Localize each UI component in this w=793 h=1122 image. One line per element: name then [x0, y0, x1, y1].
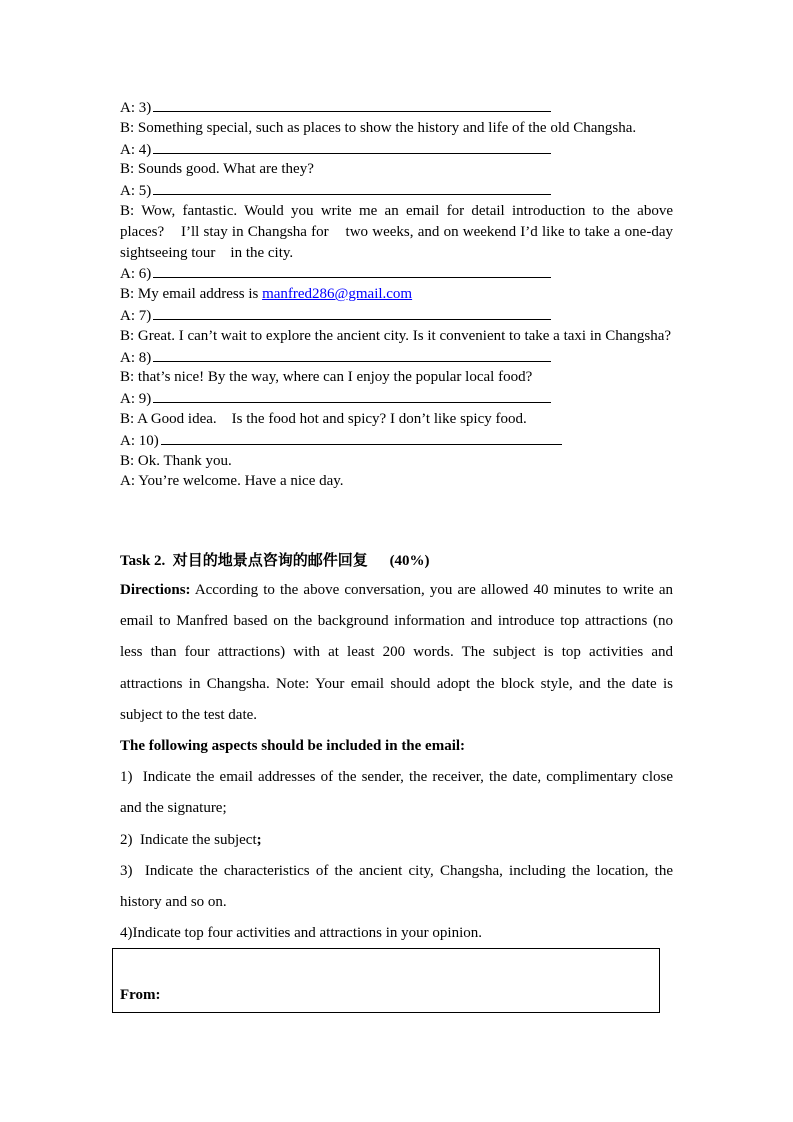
answer-line — [120, 305, 673, 326]
email-answer-box[interactable] — [112, 948, 660, 1013]
answer-blank[interactable] — [161, 430, 562, 445]
answer-line — [120, 430, 673, 451]
answer-prefix: A: 8) — [120, 349, 152, 366]
answer-blank[interactable] — [153, 305, 551, 320]
task2-title — [120, 549, 430, 570]
aspect-item-1: 1) Indicate the email addresses of the sender, the receiver, the date, complimentary close and the signature; — [120, 769, 673, 817]
aspects-heading: The following aspects should be included in the email: — [120, 738, 466, 755]
task2-percent: (40%) — [389, 553, 430, 569]
answer-prefix: A: 7) — [120, 307, 152, 324]
answer-prefix: A: 4) — [120, 141, 152, 158]
answer-line — [120, 139, 673, 160]
directions-label: Directions: — [120, 582, 191, 598]
dialogue-text: B: My email address is — [120, 286, 263, 303]
dialogue-section — [120, 97, 673, 492]
aspect-item-4: 4)Indicate top four activities and attractions in your opinion. — [120, 925, 482, 942]
answer-prefix: A: 5) — [120, 183, 152, 200]
dialogue-line: B: that’s nice! By the way, where can I enjoy the popular local food? — [120, 369, 533, 386]
aspect-item-2 — [120, 825, 673, 856]
directions-paragraph — [120, 575, 673, 731]
answer-blank[interactable] — [153, 180, 551, 195]
email-link[interactable]: manfred286@gmail.com — [262, 286, 413, 303]
dialogue-line: B: A Good idea. Is the food hot and spicy? I don’t like spicy food. — [120, 410, 527, 427]
answer-blank[interactable] — [153, 388, 551, 403]
dialogue-line: B: Wow, fantastic. Would you write me an email for detail introduction to the above places? I’ll stay in Changsha for two weeks, and on weekend I’d like to take a one-day sightseeing tour in the city. — [120, 202, 673, 261]
answer-line — [120, 263, 673, 284]
aspect-item-3: 3) Indicate the characteristics of the ancient city, Changsha, including the location, the history and so on. — [120, 862, 673, 911]
dialogue-line: A: You’re welcome. Have a nice day. — [120, 473, 344, 490]
dialogue-line: B: Great. I can’t wait to explore the ancient city. Is it convenient to take a taxi in Changsha? — [120, 327, 672, 344]
answer-line — [120, 347, 673, 368]
dialogue-line: B: Sounds good. What are they? — [120, 161, 314, 178]
aspect-item-2-suffix: ; — [256, 831, 262, 848]
answer-blank[interactable] — [153, 139, 551, 154]
answer-prefix: A: 9) — [120, 391, 152, 408]
answer-blank[interactable] — [153, 263, 551, 278]
answer-line — [120, 180, 673, 201]
dialogue-line — [120, 284, 673, 305]
answer-blank[interactable] — [153, 347, 551, 362]
task2-title-text: Task 2. 对目的地景点咨询的邮件回复 — [120, 553, 368, 569]
answer-line — [120, 97, 673, 118]
answer-prefix: A: 10) — [120, 432, 159, 449]
directions-text: According to the above conversation, you are allowed 40 minutes to write an email to Manfred based on the background information and introduce top attractions (no less than four attractions) with at least 200 words. The subject is top activities and attractions in Changsha. Note: Your email should adopt the block style, and the date is subject to the test date. — [120, 582, 673, 723]
answer-line — [120, 388, 673, 409]
answer-blank[interactable] — [153, 97, 551, 112]
dialogue-line: B: Something special, such as places to show the history and life of the old Changsha. — [120, 119, 637, 136]
answer-prefix: A: 6) — [120, 266, 152, 283]
task2-body — [120, 575, 673, 949]
answer-prefix: A: 3) — [120, 100, 152, 116]
aspect-item-2-text: 2) Indicate the subject — [120, 831, 257, 848]
from-label: From: — [120, 987, 161, 1003]
dialogue-line: B: Ok. Thank you. — [120, 452, 232, 469]
